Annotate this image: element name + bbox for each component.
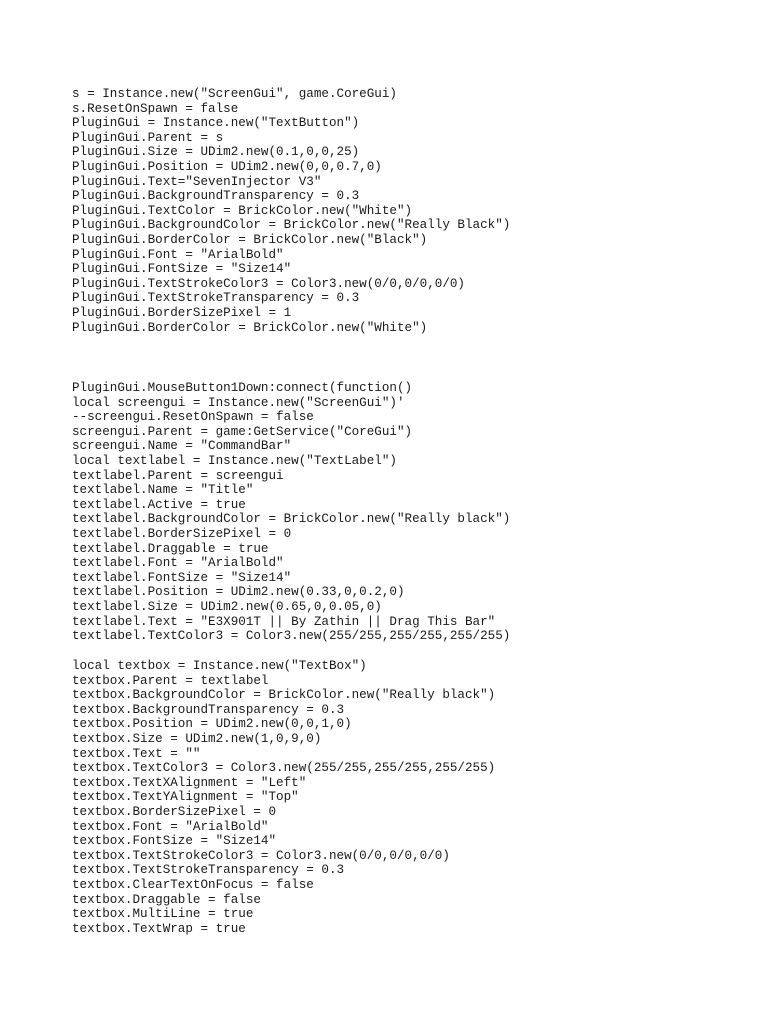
- code-line: textbox.TextStrokeColor3 = Color3.new(0/0,0/0,0/0): [72, 848, 450, 863]
- code-line: PluginGui.TextStrokeTransparency = 0.3: [72, 291, 360, 306]
- code-line: PluginGui.Text="SevenInjector V3": [72, 174, 322, 189]
- code-line: PluginGui.Parent = s: [72, 130, 224, 145]
- code-line: textbox.ClearTextOnFocus = false: [72, 877, 314, 892]
- code-line: PluginGui.BorderColor = BrickColor.new("Black"): [72, 232, 428, 247]
- code-line: --screengui.ResetOnSpawn = false: [72, 410, 314, 425]
- code-line: s.ResetOnSpawn = false: [72, 101, 239, 116]
- code-line: textbox.BorderSizePixel = 0: [72, 804, 277, 819]
- code-line: PluginGui.Position = UDim2.new(0,0,0.7,0): [72, 159, 382, 174]
- code-block: [72, 87, 510, 335]
- code-line: textlabel.Name = "Title": [72, 483, 254, 498]
- code-line: textbox.Font = "ArialBold": [72, 819, 269, 834]
- code-line: textlabel.BorderSizePixel = 0: [72, 526, 292, 541]
- code-line: PluginGui.Size = UDim2.new(0.1,0,0,25): [72, 145, 360, 160]
- code-line: PluginGui.BackgroundColor = BrickColor.new("Really Black"): [72, 218, 511, 233]
- code-line: textbox.Size = UDim2.new(1,0,9,0): [72, 731, 322, 746]
- code-line: textbox.Parent = textlabel: [72, 673, 269, 688]
- code-line: PluginGui.BackgroundTransparency = 0.3: [72, 189, 360, 204]
- code-block: [72, 381, 510, 644]
- code-line: s = Instance.new("ScreenGui", game.CoreGui): [72, 87, 397, 101]
- code-line: PluginGui.FontSize = "Size14": [72, 262, 292, 277]
- code-line: PluginGui.Font = "ArialBold": [72, 247, 284, 262]
- code-line: textbox.Text = "": [72, 746, 201, 761]
- code-line: textlabel.Draggable = true: [72, 541, 269, 556]
- code-line: textbox.BackgroundTransparency = 0.3: [72, 702, 345, 717]
- code-line: textbox.FontSize = "Size14": [72, 834, 277, 849]
- code-line: textlabel.TextColor3 = Color3.new(255/255,255/255,255/255): [72, 629, 511, 644]
- code-line: textbox.TextYAlignment = "Top": [72, 790, 299, 805]
- code-block: [72, 659, 495, 936]
- code-line: textbox.TextStrokeTransparency = 0.3: [72, 863, 345, 878]
- code-line: PluginGui.TextColor = BrickColor.new("White"): [72, 203, 413, 218]
- code-line: PluginGui = Instance.new("TextButton"): [72, 116, 360, 131]
- code-line: PluginGui.TextStrokeColor3 = Color3.new(0/0,0/0,0/0): [72, 276, 465, 291]
- code-line: local screengui = Instance.new("ScreenGui")': [72, 395, 405, 410]
- code-line: textbox.TextWrap = true: [72, 921, 246, 936]
- code-line: local textlabel = Instance.new("TextLabel"): [72, 453, 397, 468]
- code-line: textlabel.Position = UDim2.new(0.33,0,0.2,0): [72, 585, 405, 600]
- code-line: PluginGui.MouseButton1Down:connect(function(): [72, 381, 413, 395]
- code-line: screengui.Parent = game:GetService("CoreGui"): [72, 424, 413, 439]
- code-line: textbox.TextColor3 = Color3.new(255/255,255/255,255/255): [72, 761, 496, 776]
- code-line: textbox.TextXAlignment = "Left": [72, 775, 307, 790]
- code-line: textbox.Draggable = false: [72, 892, 261, 907]
- code-line: textbox.MultiLine = true: [72, 907, 254, 922]
- code-line: textlabel.FontSize = "Size14": [72, 570, 292, 585]
- code-line: local textbox = Instance.new("TextBox"): [72, 659, 367, 673]
- code-line: textbox.Position = UDim2.new(0,0,1,0): [72, 717, 352, 732]
- code-line: textbox.BackgroundColor = BrickColor.new("Really black"): [72, 688, 496, 703]
- code-line: textlabel.Font = "ArialBold": [72, 556, 284, 571]
- code-line: PluginGui.BorderColor = BrickColor.new("White"): [72, 320, 428, 335]
- code-line: textlabel.Text = "E3X901T || By Zathin || Drag This Bar": [72, 614, 496, 629]
- code-line: textlabel.BackgroundColor = BrickColor.new("Really black"): [72, 512, 511, 527]
- code-line: textlabel.Active = true: [72, 497, 246, 512]
- code-line: textlabel.Parent = screengui: [72, 468, 284, 483]
- code-line: PluginGui.BorderSizePixel = 1: [72, 305, 292, 320]
- code-line: textlabel.Size = UDim2.new(0.65,0,0.05,0): [72, 599, 382, 614]
- code-line: screengui.Name = "CommandBar": [72, 439, 292, 454]
